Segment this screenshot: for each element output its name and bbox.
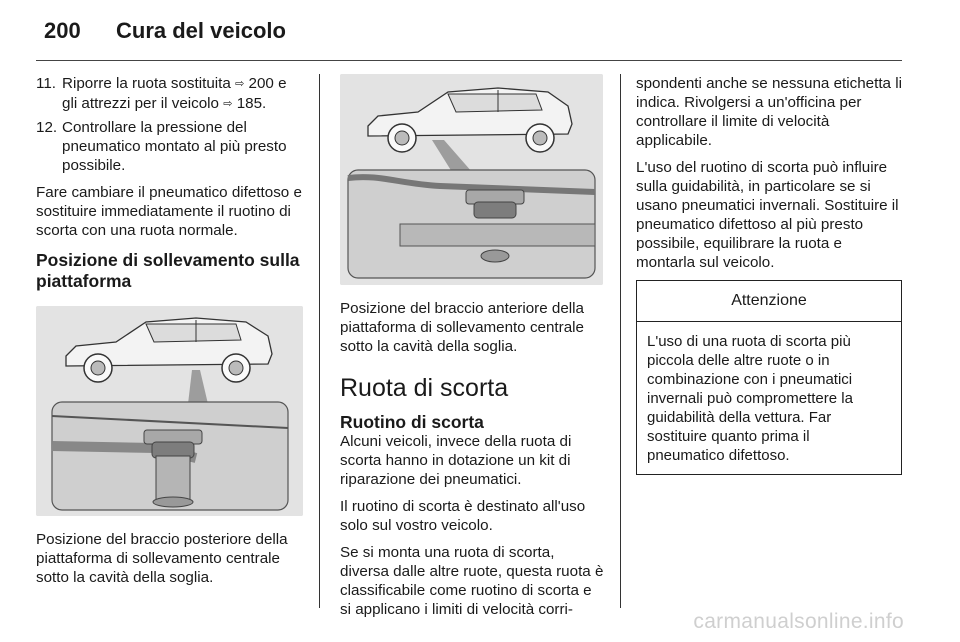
section-heading: Posizione di sollevamento sulla piattaforma [36, 250, 300, 291]
chapter-title: Cura del veicolo [116, 18, 286, 43]
section-title: Ruota di scorta [340, 374, 509, 402]
step-number: 11. [36, 75, 56, 92]
body-paragraph: Se si monta una ruota di scorta, diversa dalle altre ruote, questa ruota è classificabile come ruotino di scorta e si applicano i limiti di velocità corri- [340, 544, 604, 618]
body-paragraph: L'uso del ruotino di scorta può influire sulla guidabilità, in particolare se si usano pneumatici invernali. Sostituire il pneumatico difettoso al più presto possibile, equilibrare la ruota e montarla sul veicolo. [636, 159, 899, 271]
warning-text: L'uso di una ruota di scorta più piccola delle altre ruote o in combinazione con i pneumatici invernali può compromettere la guidabilità della vettura. Far sostituire quanto prima il pneumatico difettoso. [647, 333, 853, 464]
step-number: 12. [36, 119, 58, 136]
column-divider [319, 74, 320, 608]
header-rule [36, 60, 902, 61]
page-number: 200 [44, 18, 81, 43]
body-paragraph: Alcuni veicoli, invece della ruota di scorta hanno in dotazione un kit di riparazione dei pneumatici. [340, 433, 572, 488]
figure-caption: Posizione del braccio posteriore della piattaforma di sollevamento centrale sotto la cavità della soglia. [36, 531, 288, 586]
subsection-heading: Ruotino di scorta [340, 412, 484, 432]
body-paragraph: Il ruotino di scorta è destinato all'uso solo sul vostro veicolo. [340, 498, 586, 534]
watermark: carmanualsonline.info [693, 610, 904, 633]
list-item [36, 74, 304, 114]
step-text: Controllare la pressione del pneumatico montato al più presto possibile. [62, 119, 287, 174]
lift-point-rear-illustration [36, 306, 303, 516]
column-middle [340, 74, 606, 627]
body-paragraph: spondenti anche se nessuna etichetta li indica. Rivolgersi a un'officina per controllare il limite di velocità applicabile. [636, 75, 902, 149]
column-right [636, 74, 902, 475]
page-ref[interactable]: 200 [248, 75, 274, 92]
arrow-right-outline-icon: ⇨ [235, 78, 245, 90]
car-lift-rear-icon [36, 306, 303, 516]
page-ref[interactable]: 185 [236, 95, 263, 112]
car-lift-front-icon [340, 74, 603, 285]
warning-title: Attenzione [637, 281, 901, 322]
arrow-right-outline-icon: ⇨ [223, 98, 233, 110]
lift-point-front-illustration [340, 74, 603, 285]
step-text: Riporre la ruota sostituita ⇨ 200 e gli attrezzi per il veicolo ⇨ 185. [62, 75, 287, 112]
body-paragraph: Fare cambiare il pneumatico difettoso e sostituire immediatamente il ruotino di scorta con una ruota normale. [36, 184, 302, 239]
figure-caption: Posizione del braccio anteriore della piattaforma di sollevamento centrale sotto la cavità della soglia. [340, 300, 584, 355]
column-divider [620, 74, 621, 608]
list-item [36, 118, 304, 175]
warning-box [636, 280, 902, 475]
page-header [0, 0, 960, 62]
column-left [36, 74, 304, 595]
